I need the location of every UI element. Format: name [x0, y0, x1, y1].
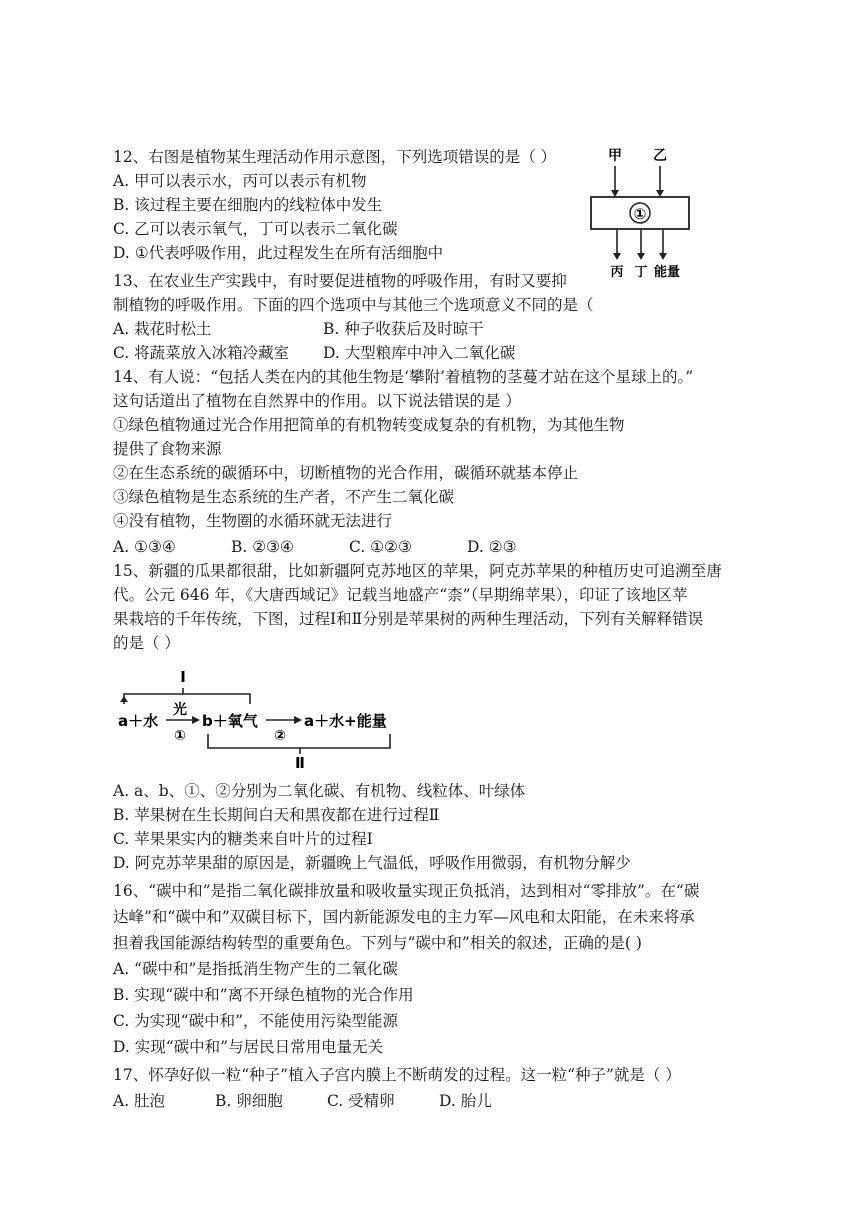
q15-label-I: Ⅰ — [180, 668, 186, 686]
q16-stem-line-1: 16、“碳中和”是指二氧化碳排放量和吸收量实现正负抵消，达到相对“零排放”。在“碳 — [113, 882, 700, 900]
q15-left-term: a＋水 — [118, 712, 159, 730]
q14-stem-line-1: 14、有人说：“包括人类在内的其他生物是‘攀附’着植物的茎蔓才站在这个星球上的。” — [113, 368, 694, 386]
q14-statement-2: ②在生态系统的碳循环中，切断植物的光合作用，碳循环就基本停止 — [113, 464, 579, 482]
q12-input-right: 乙 — [653, 148, 667, 164]
q13-stem-line-2: 制植物的呼吸作用。下面的四个选项中与其他三个选项意义不同的是（ — [113, 296, 594, 314]
q13-option-c: C. 将蔬菜放入冰箱冷藏室 — [113, 344, 290, 362]
q15-option-c: C. 苹果果实内的糖类来自叶片的过程Ⅰ — [113, 830, 373, 848]
q15-option-b: B. 苹果树在生长期间白天和黑夜都在进行过程Ⅱ — [113, 806, 440, 824]
q14-option-a: A. ①③④ — [113, 538, 176, 556]
q15-step-2: ② — [274, 728, 286, 744]
q16-option-c: C. 为实现“碳中和”，不能使用污染型能源 — [113, 1012, 399, 1030]
q12-stem: 12、右图是植物某生理活动作用示意图，下列选项错误的是（ ） — [113, 148, 557, 166]
q13-option-a: A. 栽花时松土 — [113, 320, 212, 338]
q12-option-c: C. 乙可以表示氧气，丁可以表示二氧化碳 — [113, 220, 398, 238]
q12-output-2: 丁 — [634, 265, 648, 280]
q12-respiration-diagram — [585, 140, 700, 280]
q14-option-b: B. ②③④ — [231, 538, 294, 556]
q17-option-b: B. 卵细胞 — [215, 1092, 283, 1110]
q17-option-d: D. 胎儿 — [439, 1092, 492, 1110]
q12-output-1: 丙 — [610, 265, 624, 280]
q14-stem-line-2: 这句话道出了植物在自然界中的作用。以下说法错误的是 ） — [113, 392, 521, 410]
q12-box-label: ① — [633, 205, 647, 223]
q12-option-b: B. 该过程主要在细胞内的线粒体中发生 — [113, 196, 383, 214]
q12-input-left: 甲 — [608, 148, 622, 164]
q16-option-a: A. “碳中和”是指抵消生物产生的二氧化碳 — [113, 960, 398, 978]
q15-right-term: a＋水+能量 — [304, 712, 387, 730]
q12-option-a: A. 甲可以表示水，丙可以表示有机物 — [113, 172, 367, 190]
q16-stem-line-2: 达峰”和“碳中和”双碳目标下，国内新能源发电的主力军—风电和太阳能，在未来将承 — [113, 908, 695, 926]
q14-option-c: C. ①②③ — [349, 538, 412, 556]
q15-option-d: D. 阿克苏苹果甜的原因是，新疆晚上气温低，呼吸作用微弱，有机物分解少 — [113, 854, 631, 872]
q14-statement-1: ①绿色植物通过光合作用把简单的有机物转变成复杂的有机物，为其他生物 — [113, 416, 625, 434]
q17-stem: 17、怀孕好似一粒“种子”植入子宫内膜上不断萌发的过程。这一粒“种子”就是（ ） — [113, 1066, 681, 1084]
q17-option-a: A. 肚泡 — [113, 1092, 166, 1110]
q15-stem-line-4: 的是（ ） — [113, 634, 180, 652]
q15-middle-term: b＋氧气 — [202, 712, 258, 730]
q15-option-a: A. a、b、①、②分别为二氧化碳、有机物、线粒体、叶绿体 — [113, 782, 526, 800]
q14-statement-3: ③绿色植物是生态系统的生产者，不产生二氧化碳 — [113, 488, 455, 506]
q17-option-c: C. 受精卵 — [327, 1092, 395, 1110]
q15-stem-line-1: 15、新疆的瓜果都很甜，比如新疆阿克苏地区的苹果，阿克苏苹果的种植历史可追溯至唐 — [113, 562, 722, 580]
q15-stem-line-3: 果栽培的千年传统，下图，过程Ⅰ和Ⅱ分别是苹果树的两种生理活动，下列有关解释错误 — [113, 610, 704, 628]
q15-light-label: 光 — [173, 702, 187, 718]
q16-option-b: B. 实现“碳中和”离不开绿色植物的光合作用 — [113, 986, 414, 1004]
q14-option-d: D. ②③ — [467, 538, 517, 556]
q13-option-d: D. 大型粮库中冲入二氧化碳 — [323, 344, 516, 362]
q12-output-3: 能量 — [653, 265, 681, 280]
q15-label-II: Ⅱ — [295, 754, 305, 772]
q16-stem-line-3: 担着我国能源结构转型的重要角色。下列与“碳中和”相关的叙述，正确的是( ) — [113, 934, 642, 952]
q15-step-1: ① — [174, 728, 186, 744]
q13-option-b: B. 种子收获后及时晾干 — [323, 320, 484, 338]
q16-option-d: D. 实现“碳中和”与居民日常用电量无关 — [113, 1038, 384, 1056]
q12-option-d: D. ①代表呼吸作用，此过程发生在所有活细胞中 — [113, 244, 444, 262]
q15-stem-line-2: 代。公元 646 年，《大唐西域记》记载当地盛产“柰”（早期绵苹果），印证了该地区苹 — [113, 586, 688, 604]
q15-process-diagram — [110, 664, 410, 774]
q14-statement-1-cont: 提供了食物来源 — [113, 440, 222, 458]
q13-stem-line-1: 13、在农业生产实践中，有时要促进植物的呼吸作用，有时又要抑 — [113, 272, 567, 290]
q14-statement-4: ④没有植物，生物圈的水循环就无法进行 — [113, 512, 393, 530]
